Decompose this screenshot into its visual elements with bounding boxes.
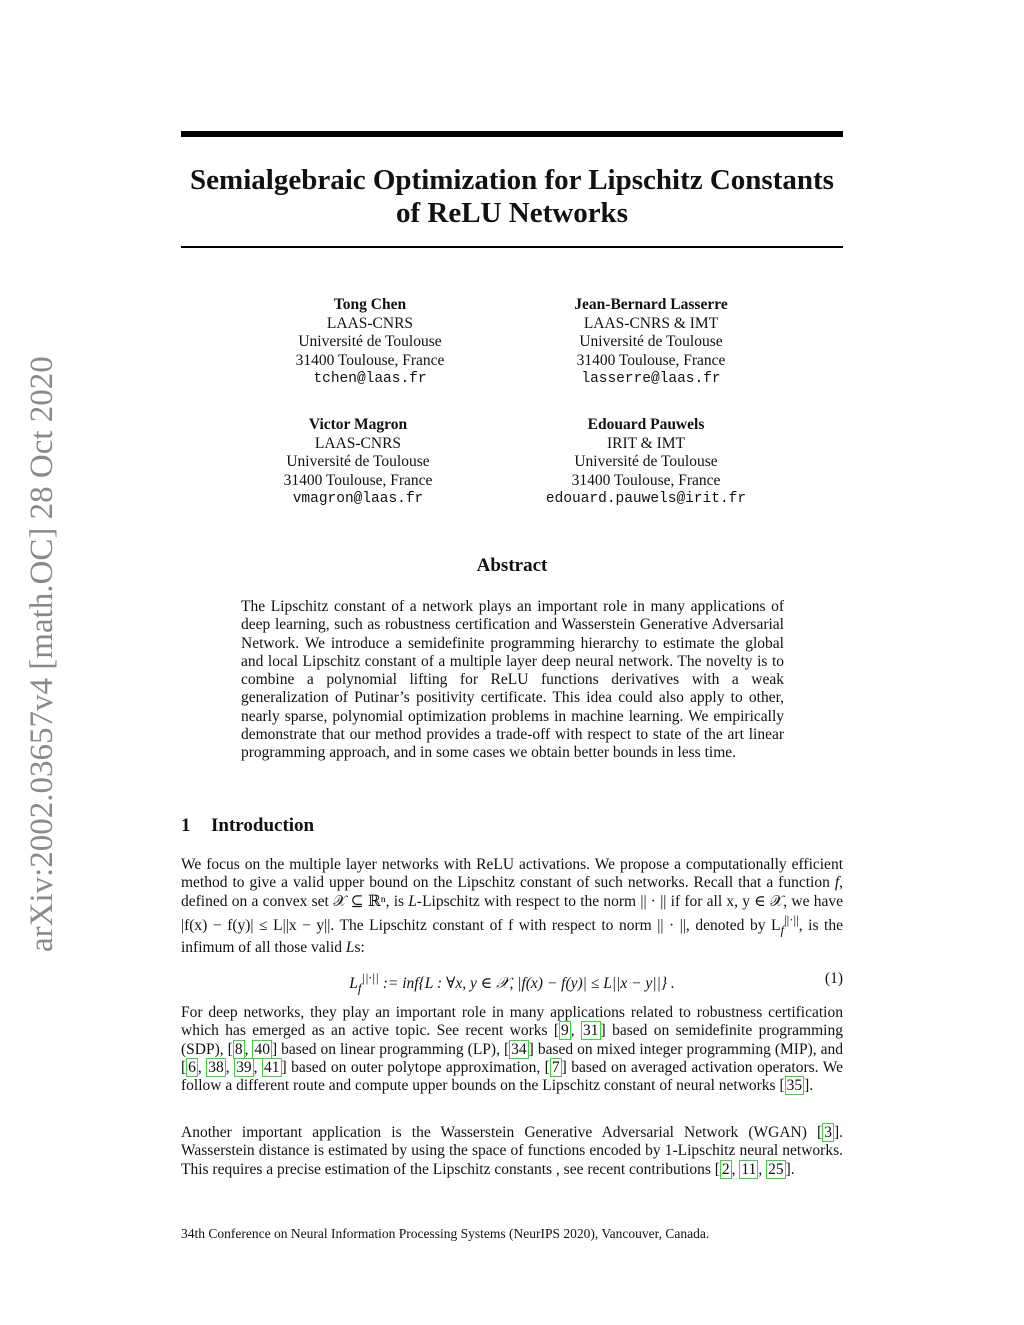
author-name: Tong Chen [333,296,407,313]
citation-link[interactable]: 11 [741,1160,757,1178]
author-name: Edouard Pauwels [587,416,705,433]
text-run: For deep networks, they play an important role in many applications related to robustness certification which has emerged as an active topic. See recent works [ [181,1004,843,1040]
equation-lhs-superscript: ||·|| [361,970,379,985]
citation-link[interactable]: 25 [768,1160,784,1178]
abstract-text: The Lipschitz constant of a network plays an important role in many applications of deep learning, such as robustness certification and Wasserstein Generative Adversarial Network. We introduce a semidefinite programming hierarchy to estimate the global and local Lipschitz constant of a multiple layer deep neural network. The novelty is to combine a polynomial lifting for ReLU functions derivatives with a weak generalization of Putinar’s positivity certificate. This idea could also apply to other, nearly sparse, polynomial optimization problems in machine learning. We empirically demonstrate that our method provides a trade-off with respect to state of the art linear programming approach, and in some cases we obtain better bounds in less time. [241,598,784,762]
author-affiliation: Université de Toulouse [298,333,442,350]
author-address: 31400 Toulouse, France [295,351,445,369]
author-affiliation: Université de Toulouse [574,453,718,470]
author-block [516,416,776,509]
math-symbol: f [834,874,840,892]
author-name: Victor Magron [308,416,408,433]
equation-1 [181,970,843,994]
intro-paragraph-2: For deep networks, they play an important role in many applications related to robustness certification which has emerged as an active topic. See recent works [ 9 , 31 ] based on semidefinite programming (SDP), [ 8 , 40 ] based on linear programming (LP), [ 34 ] based on mixed integer programming (MIP), and [ 6 , 38 , 39 , 41 ] based on outer polytope approximation, [ 7 ] based on averaged activation operators. We follow a different route and compute upper bounds on the Lipschitz constant of neural networks [ 35 ]. [181,1004,844,1095]
citation-link[interactable]: 35 [786,1077,803,1095]
author-block [521,296,781,389]
title-bottom-rule [181,246,843,248]
title-line-1: Semialgebraic Optimization for Lipschitz Constants [190,164,834,196]
section-number: 1 [181,815,191,836]
paper-title [150,164,874,230]
text-run: s: [354,939,365,957]
author-address: 31400 Toulouse, France [571,471,721,489]
author-affiliation: Université de Toulouse [579,333,723,350]
citation-link[interactable]: 6 [188,1058,196,1076]
author-affiliation: LAAS-CNRS [326,314,414,332]
citation-link[interactable]: 40 [254,1040,270,1058]
author-affiliation: IRIT & IMT [606,434,686,452]
citation-link[interactable]: 38 [208,1058,224,1076]
equation-body [311,970,713,996]
author-affiliation: LAAS-CNRS [314,434,402,452]
text-run: ] based on linear programming (LP), [ [271,1040,510,1058]
conference-footnote: 34th Conference on Neural Information Processing Systems (NeurIPS 2020), Vancouver, Canada. [181,1226,710,1241]
author-email[interactable]: tchen@laas.fr [313,371,427,387]
arxiv-sidebar-id: arXiv:2002.03657v4 [math.OC] 28 Oct 2020 [24,356,60,952]
citation-link[interactable]: 7 [551,1058,560,1076]
abstract-heading: Abstract [476,555,548,576]
title-line-2: of ReLU Networks [396,197,628,229]
equation-rhs: := inf{L : ∀x, y ∈ 𝒳, |f(x) − f(y)| ≤ L||x − y||} . [378,975,675,993]
text-run: We focus on the multiple layer networks with ReLU activations. We propose a computationally efficient method to give a valid upper bound on the Lipschitz constant of such networks. Recall that a function [181,856,843,892]
author-affiliation: LAAS-CNRS & IMT [583,314,719,332]
citation-link[interactable]: 2 [721,1160,730,1178]
author-address: 31400 Toulouse, France [283,471,433,489]
text-run: ]. [804,1077,814,1095]
text-run: -Lipschitz with respect to the norm || · || if for all x, y ∈ 𝒳, we have |f(x) − f(y)| ≤ L||x − y||. The Lipschitz constant of f with respect to norm || · ||, denoted by L [181,892,843,935]
citation-link[interactable]: 9 [561,1022,569,1040]
citation-link[interactable]: 8 [234,1040,243,1058]
author-email[interactable]: vmagron@laas.fr [292,491,424,507]
citation-link[interactable]: 3 [824,1124,832,1141]
author-block [240,296,500,389]
author-address: 31400 Toulouse, France [576,351,726,369]
author-affiliation: Université de Toulouse [286,453,430,470]
intro-paragraph-1 [181,856,843,958]
math-symbol: L [408,892,417,910]
section-title: Introduction [211,815,315,836]
text-run: ] based on outer polytope approximation, [ [281,1058,550,1076]
citation-link[interactable]: 34 [511,1040,527,1058]
equation-lhs: L [349,975,358,993]
equation-number: (1) [824,970,843,987]
math-superscript: ||·|| [784,911,799,927]
text-run: ] based on averaged activation operators. We follow a different route and compute upper bounds on the Lipschitz constant of neural networks [ [181,1058,844,1095]
text-run: ]. Wasserstein distance is estimated by using the space of functions encoded by 1-Lipschitz neural networks. This requires a precise estimation of the Lipschitz constants , see recent contributions [ [181,1124,843,1178]
author-name: Jean-Bernard Lasserre [574,296,728,313]
text-run: Another important application is the Wasserstein Generative Adversarial Network (WGAN) [ [181,1124,823,1141]
text-run: , defined on a convex set 𝒳 ⊆ ℝⁿ, is [181,874,843,910]
citation-link[interactable]: 41 [264,1058,280,1076]
citation-link[interactable]: 31 [583,1022,599,1040]
author-block [228,416,488,509]
equation-lhs-subscript: f [357,980,362,996]
citation-link[interactable]: 39 [236,1058,252,1076]
math-subscript: f [780,922,785,938]
math-symbol: L [345,939,355,957]
author-email[interactable]: lasserre@laas.fr [581,371,721,387]
text-run: ]. [785,1160,795,1178]
author-email[interactable]: edouard.pauwels@irit.fr [545,491,747,507]
section-heading [181,815,314,837]
text-run: , is the infimum of all those valid [181,917,843,957]
intro-paragraph-3: Another important application is the Wasserstein Generative Adversarial Network (WGAN) [ 3 ]. Wasserstein distance is estimated by using the space of functions encoded by 1-Lipschitz neural networks. This requires a precise estimation of the Lipschitz constants , see recent contributions [ 2 , 11 , 25 ]. [181,1124,843,1178]
text-run: ] based on mixed integer programming (MIP), and [ [181,1040,844,1076]
title-top-rule [181,131,843,137]
text-run: ] based on semidefinite programming (SDP), [ [181,1022,843,1058]
